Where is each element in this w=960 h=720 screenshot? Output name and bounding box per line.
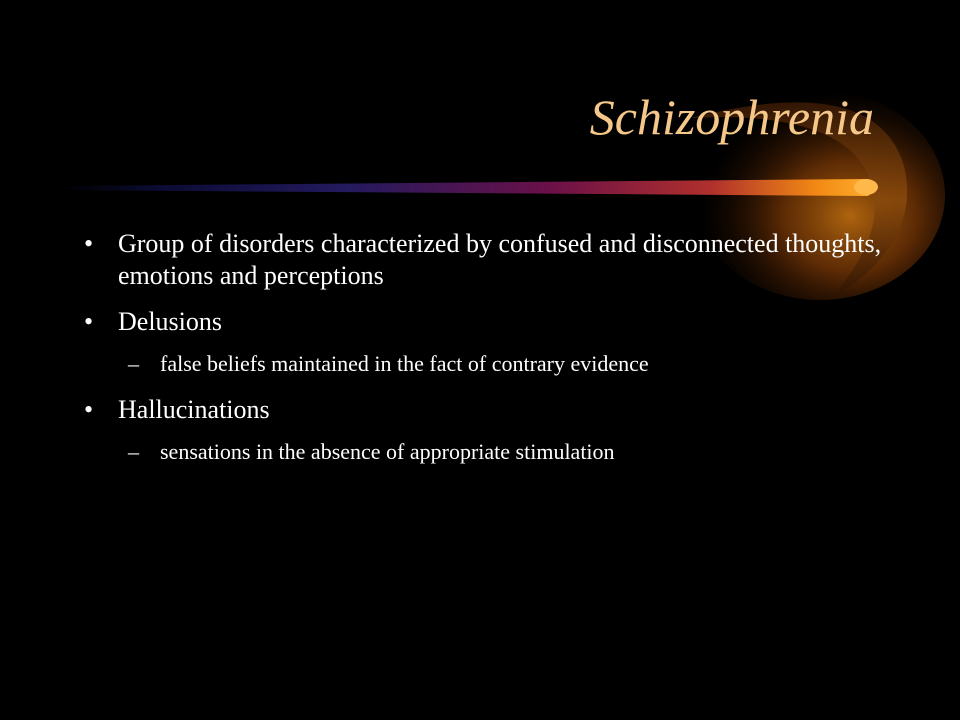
bullet-list [84,228,884,482]
sub-bullet-item [84,350,884,378]
comet-head [854,179,878,195]
bullet-icon: • [84,307,94,336]
slide-title: Schizophrenia [589,89,874,145]
sub-bullet-text: sensations in the absence of appropriate stimulation [160,439,615,464]
dash-icon: – [128,439,139,464]
bullet-text: Delusions [118,307,222,336]
comet-bar [60,179,875,196]
bullet-text: Hallucinations [118,395,270,424]
dash-icon: – [128,351,139,376]
bullet-item [84,228,884,292]
bullet-icon: • [84,395,94,424]
bullet-text: Group of disorders characterized by confused and disconnected thoughts, emotions and perceptions [118,229,882,290]
sub-bullet-item [84,438,884,466]
bullet-item [84,394,884,426]
bullet-item [84,306,884,338]
sub-bullet-text: false beliefs maintained in the fact of contrary evidence [160,351,649,376]
bullet-icon: • [84,229,94,258]
